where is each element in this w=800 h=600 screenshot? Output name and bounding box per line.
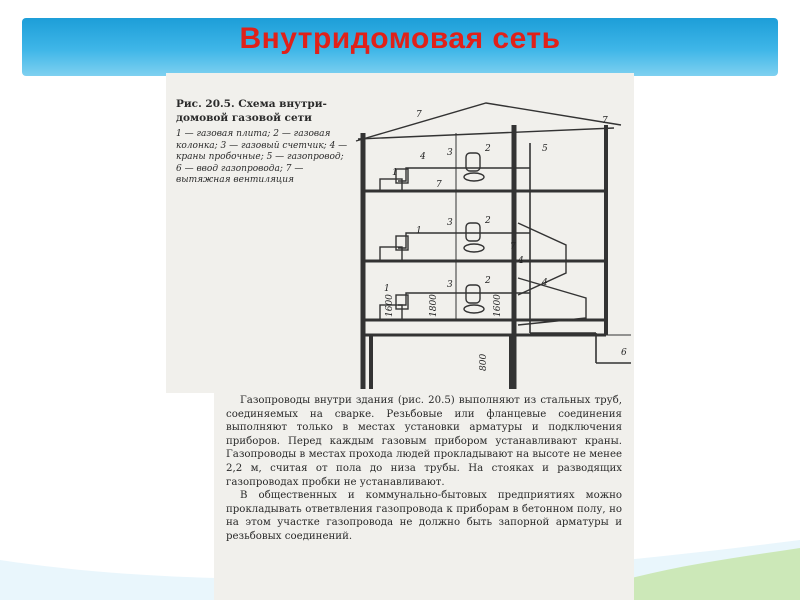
diagram-label-7-vent: 7 [602, 116, 608, 126]
diagram-label-7-roof: 7 [416, 110, 422, 120]
paragraph-1: Газопроводы внутри здания (рис. 20.5) выполняют из стальных труб, соединяемых на сварке. Резьбовые или фланцевые соединения выполняют только в местах установки арматуры и подключения приборов. Перед каждым газовым прибором устанавливают краны. Газопроводы в местах прохода людей прокладывают на высоте не менее 2,2 м, считая от пола до низа трубы. На стояках и разводящих газопроводах пробки не устанавливают. [226, 395, 622, 488]
diagram-label-1-mid: 1 [416, 226, 422, 236]
slide-title: Внутридомовая сеть [239, 22, 561, 55]
diagram-label-1-top: 1 [392, 168, 398, 178]
figure-caption: Рис. 20.5. Схема внутри-домовой газовой сети [176, 98, 327, 124]
diagram-label-3-top: 3 [447, 148, 453, 158]
paragraph-2: В общественных и коммунально-бытовых предприятиях можно прокладывать ответвления газопровода к приборам в бетонном полу, но на этом участке газопровода не должно быть запорной арматуры и резьбовых соединений. [226, 490, 622, 542]
figure-scan [166, 73, 634, 393]
diagram-label-3-mid: 3 [447, 218, 453, 228]
diagram-label-5: 5 [542, 144, 548, 154]
gas-network-diagram [166, 73, 634, 393]
dimension-800: 800 [479, 353, 489, 371]
diagram-label-6: 6 [621, 348, 627, 358]
diagram-label-4-top: 4 [420, 152, 426, 162]
diagram-label-4-mid: 4 [518, 256, 524, 266]
diagram-label-2-mid: 2 [485, 216, 491, 226]
diagram-label-7-floor2: 7 [510, 242, 516, 252]
dimension-1800: 1800 [429, 294, 439, 317]
diagram-label-2-low: 2 [485, 276, 491, 286]
diagram-label-1-low: 1 [384, 284, 390, 294]
body-text [226, 394, 622, 544]
diagram-label-4-low: 4 [542, 278, 548, 288]
figure-legend: 1 — газовая плита; 2 — газовая колонка; 3 — газовый счетчик; 4 — краны пробочные; 5 — газопровод; 6 — ввод газопровода; 7 — вытяжная вентиляция [176, 129, 348, 185]
text-scan [214, 390, 634, 600]
dimension-1600-left: 1600 [385, 294, 395, 317]
dimension-1600-right: 1600 [493, 294, 503, 317]
diagram-label-2-top: 2 [485, 144, 491, 154]
diagram-label-3-low: 3 [447, 280, 453, 290]
diagram-label-7-floor3: 7 [436, 180, 442, 190]
